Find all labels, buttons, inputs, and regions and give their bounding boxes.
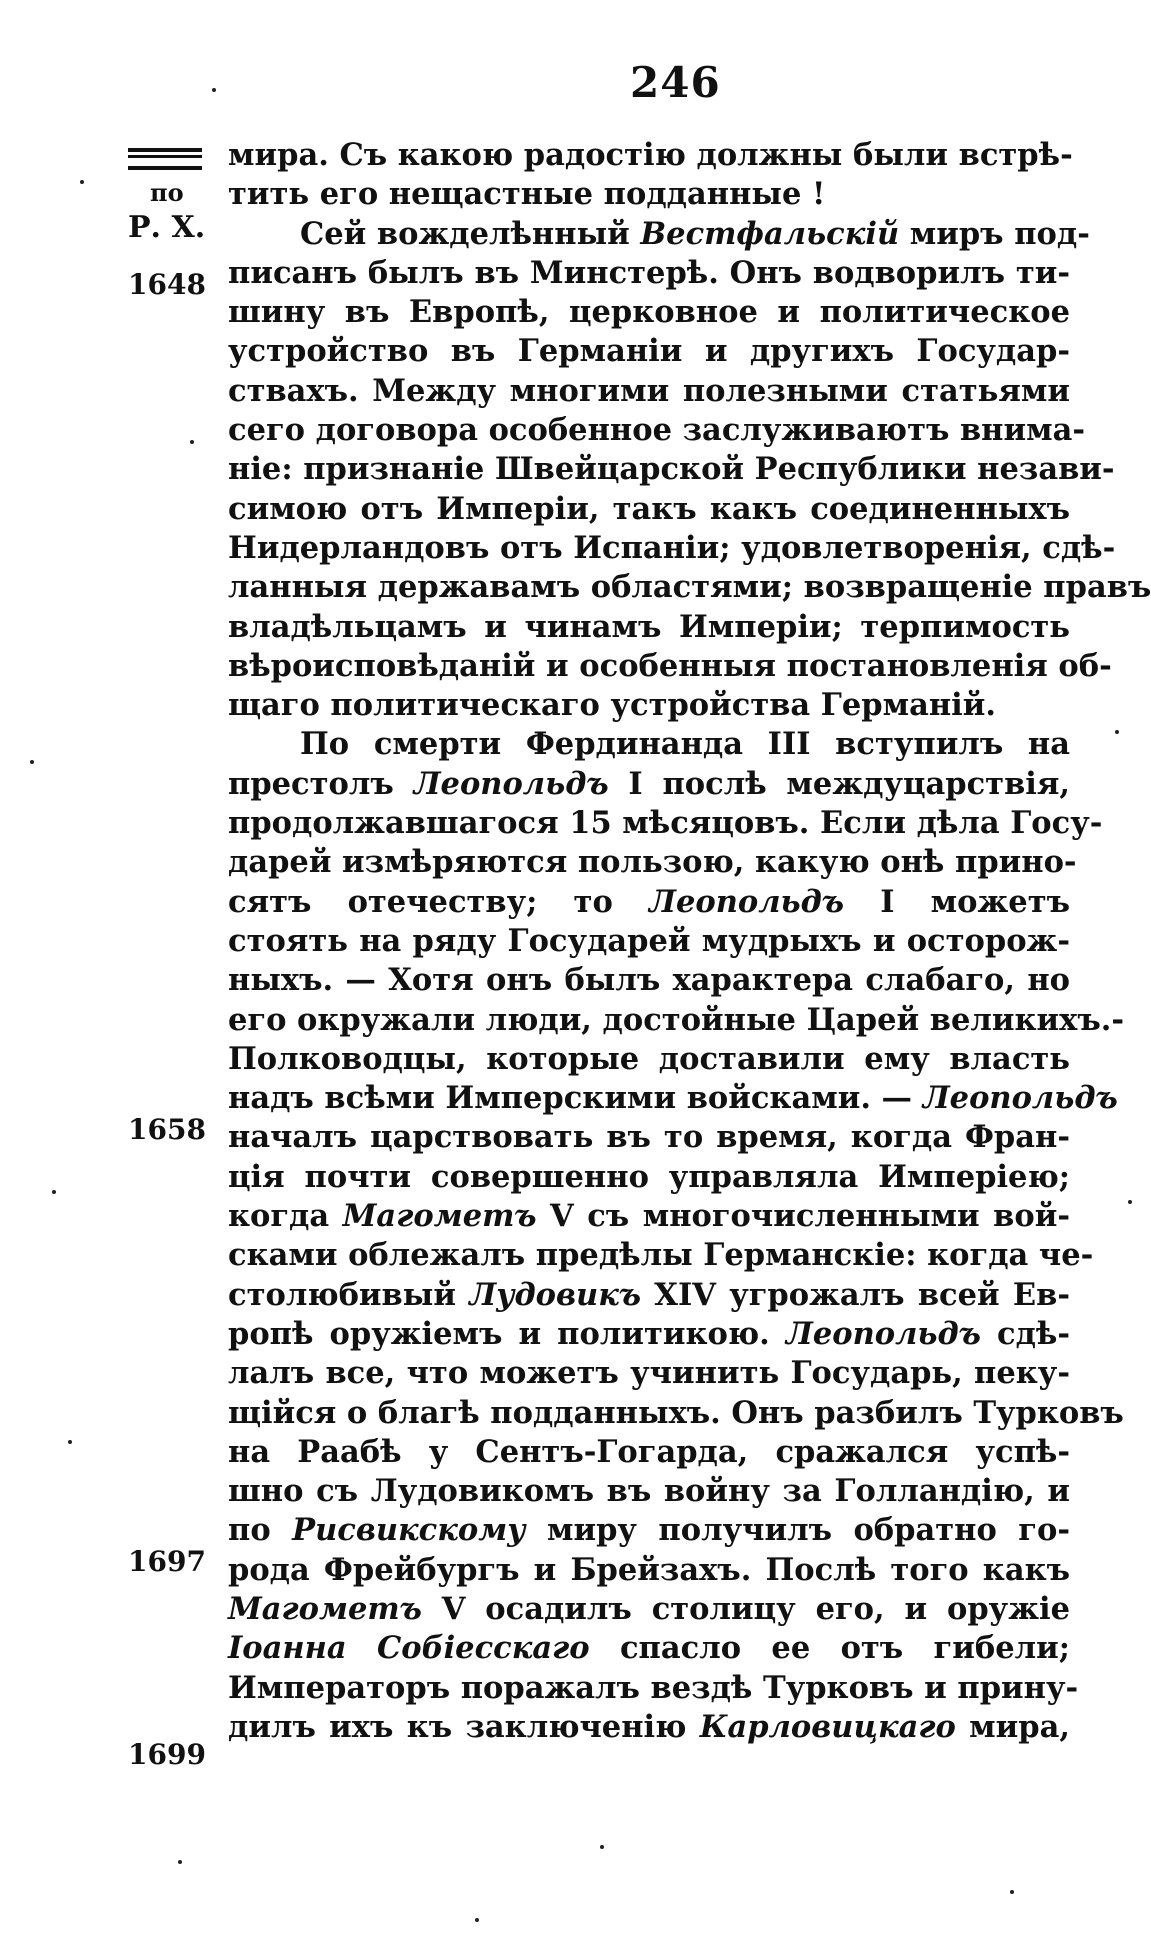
print-speck xyxy=(178,1860,182,1864)
italic-term: Лудовикъ xyxy=(469,1276,642,1313)
page-number: 246 xyxy=(630,58,721,107)
text-line: Магометъ V осадилъ столицу его, и оружіе xyxy=(228,1590,1070,1627)
italic-term: Леопольдъ xyxy=(785,1315,981,1352)
text-line: симою отъ Имперіи, такъ какъ соединенныхъ xyxy=(228,490,1070,527)
print-speck xyxy=(212,88,216,92)
text-line: дарей измѣряются пользою, какую онѣ прино- xyxy=(228,844,1077,881)
print-speck xyxy=(190,440,194,444)
text-line: ція почти совершенно управляла Имперіею; xyxy=(228,1158,1070,1195)
text-line: когда Магометъ V съ многочисленными вой- xyxy=(228,1198,1070,1235)
italic-term: Вестфальскій xyxy=(640,215,900,252)
margin-note-rx: Р. Х. xyxy=(128,210,206,245)
text-line: владѣльцамъ и чинамъ Имперіи; терпимость xyxy=(228,608,1070,645)
text-line-content: Сей вожделѣнный Вестфальскій миръ под- xyxy=(300,215,1090,252)
text-line: мира. Съ какою радостію должны были встрѣ- xyxy=(228,137,1073,173)
text-line: сего договора особенное заслуживаютъ внима- xyxy=(228,412,1086,449)
print-speck xyxy=(1115,730,1119,734)
margin-year-1658: 1658 xyxy=(128,1113,206,1146)
text-line: продолжавшагося 15 мѣсяцовъ. Если дѣла Госу- xyxy=(228,805,1103,842)
text-line: Нидерландовъ отъ Испаніи; удовлетворенія, сдѣ- xyxy=(228,529,1116,566)
text-line: ропѣ оружіемъ и политикою. Леопольдъ сдѣ- xyxy=(228,1315,1071,1352)
margin-year-1648: 1648 xyxy=(128,268,206,301)
print-speck xyxy=(600,1845,604,1849)
text-line xyxy=(228,215,1090,254)
text-line: ланныя державамъ областями; возвращеніе правъ xyxy=(228,569,1151,606)
text-line: надъ всѣми Имперскими войсками. — Леопольдъ xyxy=(228,1080,1118,1117)
text-line: дилъ ихъ къ заключенію Карловицкаго мира, xyxy=(228,1708,1070,1745)
text-line: ствахъ. Между многими полезными статьями xyxy=(228,372,1070,409)
text-line: Іоанна Собіесскаго спасло ее отъ гибели; xyxy=(228,1630,1070,1667)
italic-term: Магометъ xyxy=(342,1198,537,1235)
text-line: по Рисвикскому миру получилъ обратно го- xyxy=(228,1512,1070,1549)
text-line xyxy=(228,725,1070,764)
text-line: писанъ былъ въ Минстерѣ. Онъ водворилъ ти- xyxy=(228,254,1070,291)
print-speck xyxy=(475,1918,479,1922)
body-text xyxy=(228,136,1151,1747)
text-line: устройство въ Германіи и другихъ Государ- xyxy=(228,333,1070,370)
margin-note-po: по xyxy=(150,178,184,207)
text-line: лалъ все, что можетъ учинить Государь, пеку- xyxy=(228,1355,1070,1392)
italic-term: Леопольдъ xyxy=(413,765,609,802)
text-line: его окружали люди, достойные Царей великихъ.- xyxy=(228,1001,1125,1038)
margin-year-1699: 1699 xyxy=(128,1738,206,1771)
print-speck xyxy=(1010,1890,1014,1894)
text-line: ныхъ. — Хотя онъ былъ характера слабаго, но xyxy=(228,962,1070,999)
margin-year-1697: 1697 xyxy=(128,1545,206,1578)
print-speck xyxy=(52,1190,56,1194)
text-line: на Раабѣ у Сентъ-Гогарда, сражался успѣ- xyxy=(228,1433,1070,1470)
text-line: щійся о благѣ подданныхъ. Онъ разбилъ Турковъ xyxy=(228,1394,1124,1431)
text-line: сками облежалъ предѣлы Германскіе: когда че- xyxy=(228,1237,1094,1274)
print-speck xyxy=(80,180,84,184)
text-line: щаго политическаго устройства Германій. xyxy=(228,687,996,724)
margin-rule xyxy=(128,148,202,170)
text-line: шно съ Лудовикомъ въ войну за Голландію, и xyxy=(228,1473,1070,1510)
text-line: Полководцы, которые доставили ему власть xyxy=(228,1040,1070,1077)
text-line: вѣроисповѣданій и особенныя постановленія об- xyxy=(228,647,1112,684)
italic-term: Іоанна Собіесскаго xyxy=(228,1630,590,1667)
text-line: шину въ Европѣ, церковное и политическое xyxy=(228,294,1070,331)
text-line: рода Фрейбургъ и Брейзахъ. Послѣ того какъ xyxy=(228,1551,1070,1588)
text-line: столюбивый Лудовикъ XIV угрожалъ всей Ев- xyxy=(228,1276,1070,1313)
italic-term: Рисвикскому xyxy=(292,1512,526,1549)
text-line-content: По смерти Фердинанда III вступилъ на xyxy=(300,726,1070,763)
text-line: стоять на ряду Государей мудрыхъ и осторож- xyxy=(228,922,1070,959)
italic-term: Леопольдъ xyxy=(922,1080,1118,1117)
print-speck xyxy=(68,1440,72,1444)
text-line: тить его нещастные подданные ! xyxy=(228,176,826,213)
print-speck xyxy=(1128,1200,1132,1204)
print-speck xyxy=(30,760,34,764)
text-line: престолъ Леопольдъ I послѣ междуцарствія, xyxy=(228,765,1071,802)
text-line: началъ царствовать въ то время, когда Фран- xyxy=(228,1119,1070,1156)
italic-term: Карловицкаго xyxy=(699,1708,956,1745)
italic-term: Магометъ xyxy=(228,1590,422,1627)
text-line: Императоръ поражалъ вездѣ Турковъ и прину- xyxy=(228,1669,1079,1706)
italic-term: Леопольдъ xyxy=(648,883,845,920)
text-line: ніе: признаніе Швейцарской Республики незави- xyxy=(228,451,1115,488)
text-line: сятъ отечеству; то Леопольдъ I можетъ xyxy=(228,883,1070,920)
